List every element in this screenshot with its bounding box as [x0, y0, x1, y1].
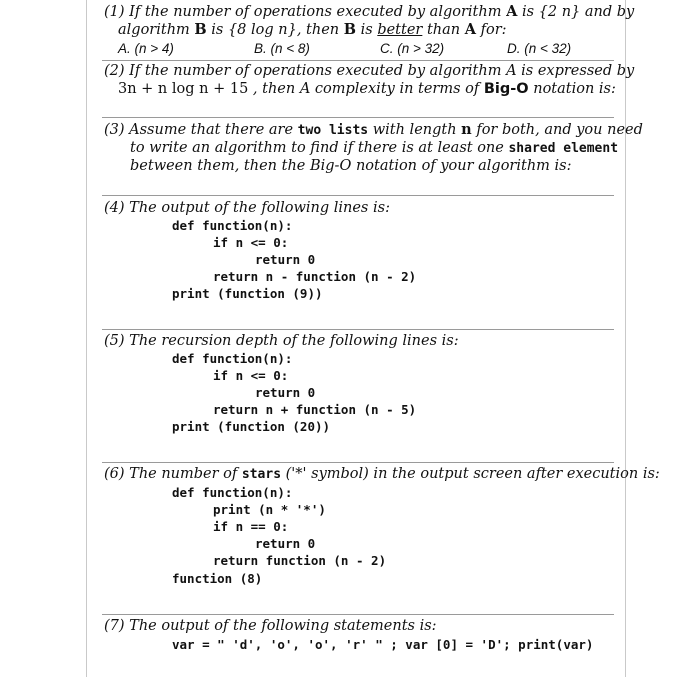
question-1-line-1: (1) If the number of operations executed by algorithm A is {2 n} and by	[104, 3, 635, 20]
page-left-edge	[86, 0, 87, 677]
question-2-line-2: 3n + n log n + 15 , then A complexity in terms of Big-O notation is:	[118, 81, 616, 97]
question-1-line-2: algorithm B is {8 log n}, then B is better than A for:	[118, 21, 507, 38]
code-line: return function (n - 2)	[213, 553, 387, 568]
question-4-prompt: (4) The output of the following lines is:	[104, 200, 390, 216]
code-line: return n + function (n - 5)	[213, 402, 417, 417]
divider	[102, 329, 614, 330]
code-line: print (function (20))	[172, 419, 331, 434]
code-line: return n - function (n - 2)	[213, 269, 417, 284]
divider	[102, 117, 614, 118]
code-line: var = " 'd', 'o', 'o', 'r' " ; var [0] = 'D'; print(var)	[172, 637, 594, 652]
question-5-prompt: (5) The recursion depth of the following lines is:	[104, 333, 459, 349]
code-line: print (function (9))	[172, 286, 323, 301]
code-line: if n <= 0:	[213, 235, 289, 250]
divider	[102, 614, 614, 615]
divider	[102, 462, 614, 463]
code-line: def function(n):	[172, 218, 293, 233]
question-2-line-1: (2) If the number of operations executed by algorithm A is expressed by	[104, 63, 635, 79]
divider	[102, 195, 614, 196]
code-line: function (8)	[172, 571, 263, 586]
code-line: def function(n):	[172, 351, 293, 366]
option-d: D. (n < 32)	[507, 41, 572, 56]
code-line: def function(n):	[172, 485, 293, 500]
question-3-line-1: (3) Assume that there are two lists with length n for both, and you need	[104, 121, 643, 138]
code-line: if n <= 0:	[213, 368, 289, 383]
code-line: if n == 0:	[213, 519, 289, 534]
option-a: A. (n > 4)	[118, 41, 174, 56]
code-line: print (n * '*')	[213, 502, 326, 517]
page-right-edge	[625, 0, 626, 677]
question-3-line-3: between them, then the Big-O notation of your algorithm is:	[130, 158, 572, 174]
code-line: return 0	[255, 536, 316, 551]
option-c: C. (n > 32)	[380, 41, 445, 56]
question-3-line-2: to write an algorithm to find if there is at least one shared element	[130, 140, 619, 156]
question-6-prompt: (6) The number of stars ('*' symbol) in the output screen after execution is:	[104, 466, 660, 482]
question-7-prompt: (7) The output of the following statements is:	[104, 618, 437, 634]
divider	[102, 60, 614, 61]
code-line: return 0	[255, 385, 316, 400]
code-line: return 0	[255, 252, 316, 267]
option-b: B. (n < 8)	[254, 41, 310, 56]
